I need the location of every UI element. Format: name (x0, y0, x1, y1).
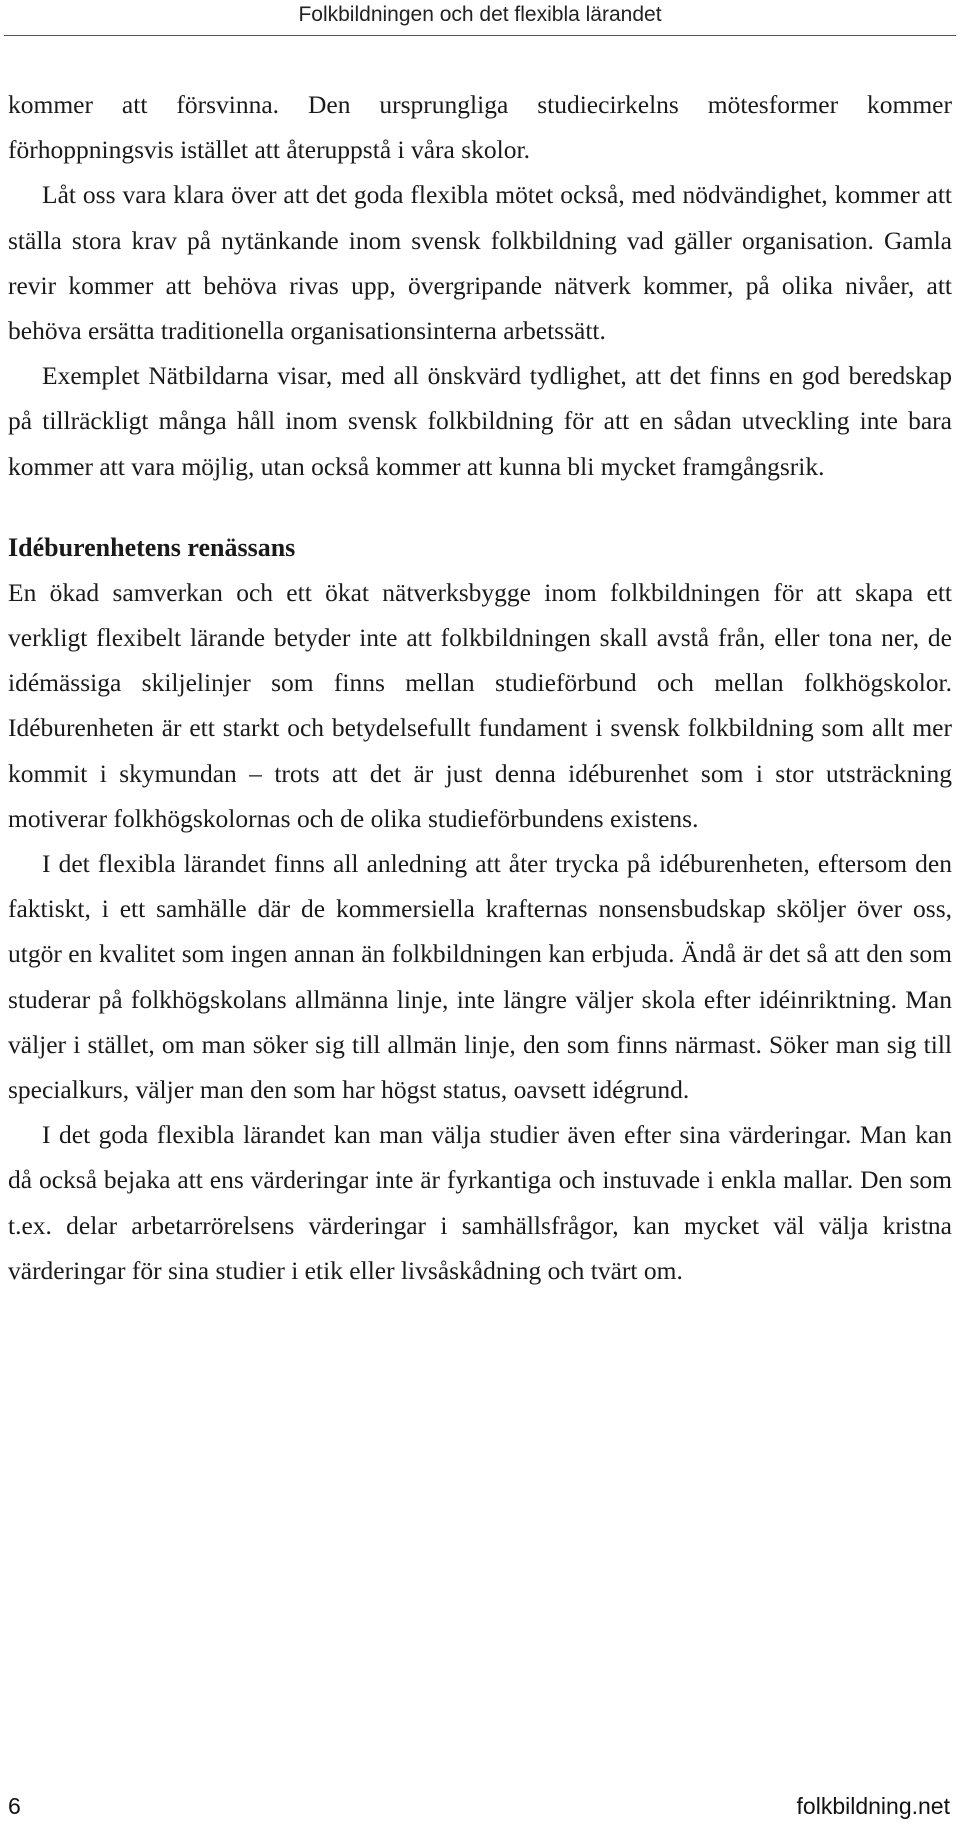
paragraph-2: Låt oss vara klara över att det goda flexibla mötet också, med nödvändighet, kommer att ställa stora krav på nytänkande inom svensk folkbildning vad gäller organisation. Gamla revir kommer att behöva rivas upp, övergripande nätverk kommer, på olika nivåer, att behöva ersätta traditionella organisationsinterna arbetssätt. (8, 180, 952, 346)
paragraph-1: kommer att försvinna. Den ursprungliga studiecirkelns mötesformer kommer förhoppningsvis istället att återuppstå i våra skolor. (8, 90, 952, 165)
section-heading: Idéburenhetens renässans (8, 532, 296, 562)
body-text (8, 82, 952, 1293)
site-url: folkbildning.net (796, 1793, 950, 1819)
section-paragraph-2: I det flexibla lärandet finns all anledning att åter trycka på idéburenheten, eftersom den faktiskt, i ett samhälle där de kommersiella krafternas nonsensbudskap sköljer över oss, utgör en kvalitet som ingen annan än folkbildningen kan erbjuda. Ändå är det så att den som studerar på folkhögskolans allmänna linje, inte längre väljer skola efter idéinriktning. Man väljer i stället, om man söker sig till allmän linje, den som finns närmast. Söker man sig till specialkurs, väljer man den som har högst status, oavsett idégrund. (8, 849, 952, 1105)
running-header-title: Folkbildningen och det flexibla lärandet (298, 3, 662, 26)
header-rule (4, 35, 956, 36)
page-number: 6 (8, 1793, 21, 1819)
paragraph-3: Exemplet Nätbildarna visar, med all önskvärd tydlighet, att det finns en god beredskap på tillräckligt många håll inom svensk folkbildning för att en sådan utveckling inte bara kommer att vara möjlig, utan också kommer att kunna bli mycket framgångsrik. (8, 361, 952, 481)
section-paragraph-1: En ökad samverkan och ett ökat nätverksbygge inom folkbildningen för att skapa ett verkligt flexibelt lärande betyder inte att folkbildningen skall avstå från, eller tona ner, de idémässiga skiljelinjer som finns mellan studieförbund och mellan folkhögskolor. Idéburenheten är ett starkt och betydelsefullt fundament i svensk folkbildning som allt mer kommit i skymundan – trots att det är just denna idéburenhet som i stor utsträckning motiverar folkhögskolornas och de olika studieförbundens existens. (8, 577, 952, 833)
section-paragraph-3: I det goda flexibla lärandet kan man välja studier även efter sina värderingar. Man kan då också bejaka att ens värderingar inte är fyrkantiga och instuvade i enkla mallar. Den som t.ex. delar arbetarrörelsens värderingar i samhällsfrågor, kan mycket väl välja kristna värderingar för sina studier i etik eller livsåskådning och tvärt om. (8, 1120, 952, 1285)
running-header (0, 0, 960, 36)
